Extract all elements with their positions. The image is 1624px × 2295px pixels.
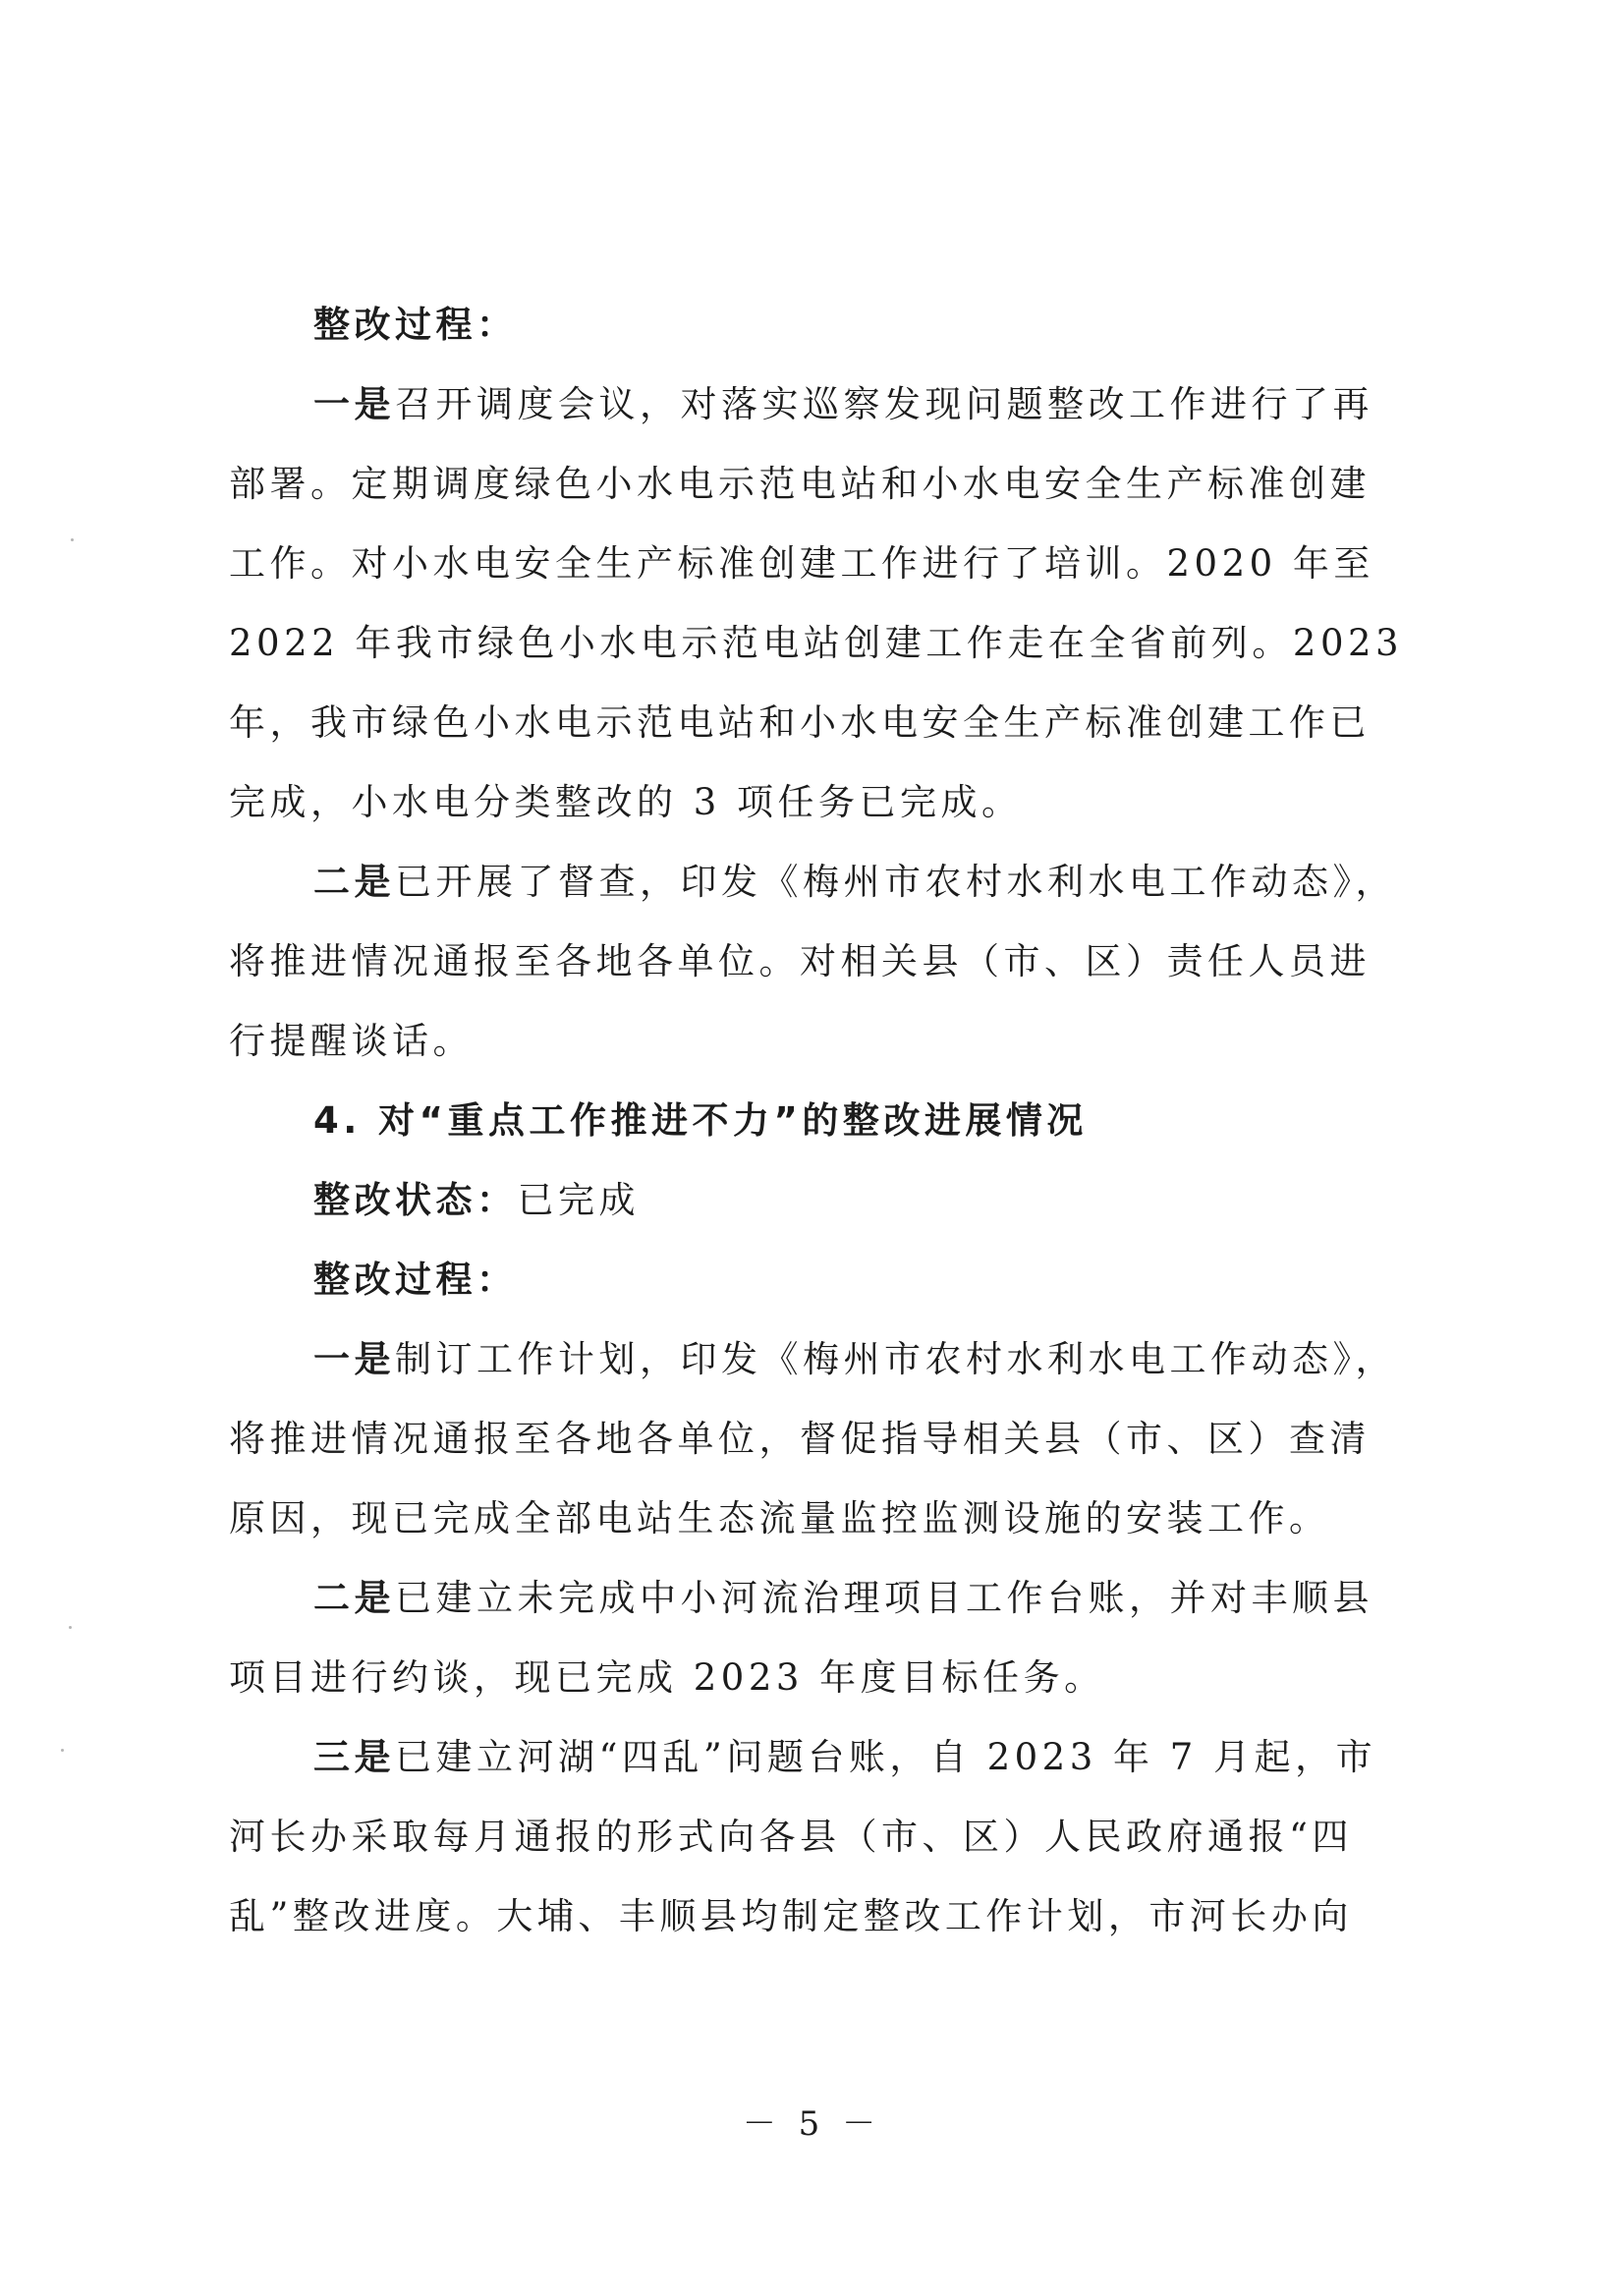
section-heading: [229, 285, 1408, 364]
line-text: 已建立河湖“四乱”问题台账，自 2023 年 7 月起，市: [395, 1736, 1377, 1778]
line-text: 乱”整改进度。大埔、丰顺县均制定整改工作计划，市河长办向: [229, 1895, 1353, 1937]
line-text: 已建立未完成中小河流治理项目工作台账，并对丰顺县: [395, 1577, 1373, 1619]
status-line: [229, 1160, 1408, 1240]
heading-text: 整改过程：: [313, 304, 518, 346]
line-text: 将推进情况通报至各地各单位，督促指导相关县（市、区）查清: [229, 1418, 1371, 1460]
paragraph-line: [229, 1479, 1408, 1558]
item-lead: 一是: [313, 1338, 395, 1380]
item-lead: 二是: [313, 1577, 395, 1619]
paragraph-line: [229, 842, 1408, 922]
line-text: 制订工作计划，印发《梅州市农村水利水电工作动态》，: [395, 1338, 1396, 1380]
paragraph-line: [229, 364, 1408, 444]
scan-speck: [61, 1749, 64, 1752]
paragraph-line: [229, 762, 1408, 842]
paragraph-line: [229, 922, 1408, 1001]
page-number: － 5 －: [742, 2104, 882, 2144]
scan-speck: [71, 538, 74, 541]
line-text: 行提醒谈话。: [229, 1020, 474, 1062]
heading-text: 整改过程：: [313, 1259, 518, 1301]
line-text: 河长办采取每月通报的形式向各县（市、区）人民政府通报“四: [229, 1816, 1353, 1858]
line-text: 工作。对小水电安全生产标准创建工作进行了培训。2020 年至: [229, 542, 1374, 585]
item-lead: 三是: [313, 1736, 395, 1778]
item-lead: 一是: [313, 383, 395, 425]
paragraph-line: [229, 524, 1408, 603]
line-text: 年，我市绿色小水电示范电站和小水电安全生产标准创建工作已: [229, 701, 1371, 744]
scan-speck: [69, 1626, 72, 1629]
paragraph-line: [229, 1717, 1408, 1797]
item-lead: 二是: [313, 861, 395, 903]
line-text: 原因，现已完成全部电站生态流量监控监测设施的安装工作。: [229, 1497, 1330, 1539]
paragraph-line: [229, 1001, 1408, 1081]
paragraph-line: [229, 1319, 1408, 1399]
line-text: 已开展了督查，印发《梅州市农村水利水电工作动态》，: [395, 861, 1396, 903]
line-text: 项目进行约谈，现已完成 2023 年度目标任务。: [229, 1656, 1105, 1699]
line-text: 将推进情况通报至各地各单位。对相关县（市、区）责任人员进: [229, 940, 1371, 982]
line-text: 部署。定期调度绿色小水电示范电站和小水电安全生产标准创建: [229, 463, 1371, 505]
heading-text: 4. 对“重点工作推进不力”的整改进展情况: [313, 1099, 1088, 1142]
line-text: 召开调度会议，对落实巡察发现问题整改工作进行了再: [395, 383, 1373, 425]
section-heading: [229, 1081, 1408, 1160]
status-value: 已完成: [517, 1179, 640, 1221]
status-label: 整改状态：: [313, 1179, 518, 1221]
body-text: [229, 285, 1408, 1956]
paragraph-line: [229, 1797, 1408, 1876]
paragraph-line: [229, 1638, 1408, 1717]
paragraph-line: [229, 603, 1408, 683]
line-text: 完成，小水电分类整改的 3 项任务已完成。: [229, 781, 1023, 823]
paragraph-line: [229, 444, 1408, 524]
paragraph-line: [229, 1558, 1408, 1638]
paragraph-line: [229, 1876, 1408, 1956]
paragraph-line: [229, 683, 1408, 762]
paragraph-line: [229, 1399, 1408, 1479]
line-text: 2022 年我市绿色小水电示范电站创建工作走在全省前列。2023: [229, 622, 1404, 664]
section-heading: [229, 1240, 1408, 1319]
